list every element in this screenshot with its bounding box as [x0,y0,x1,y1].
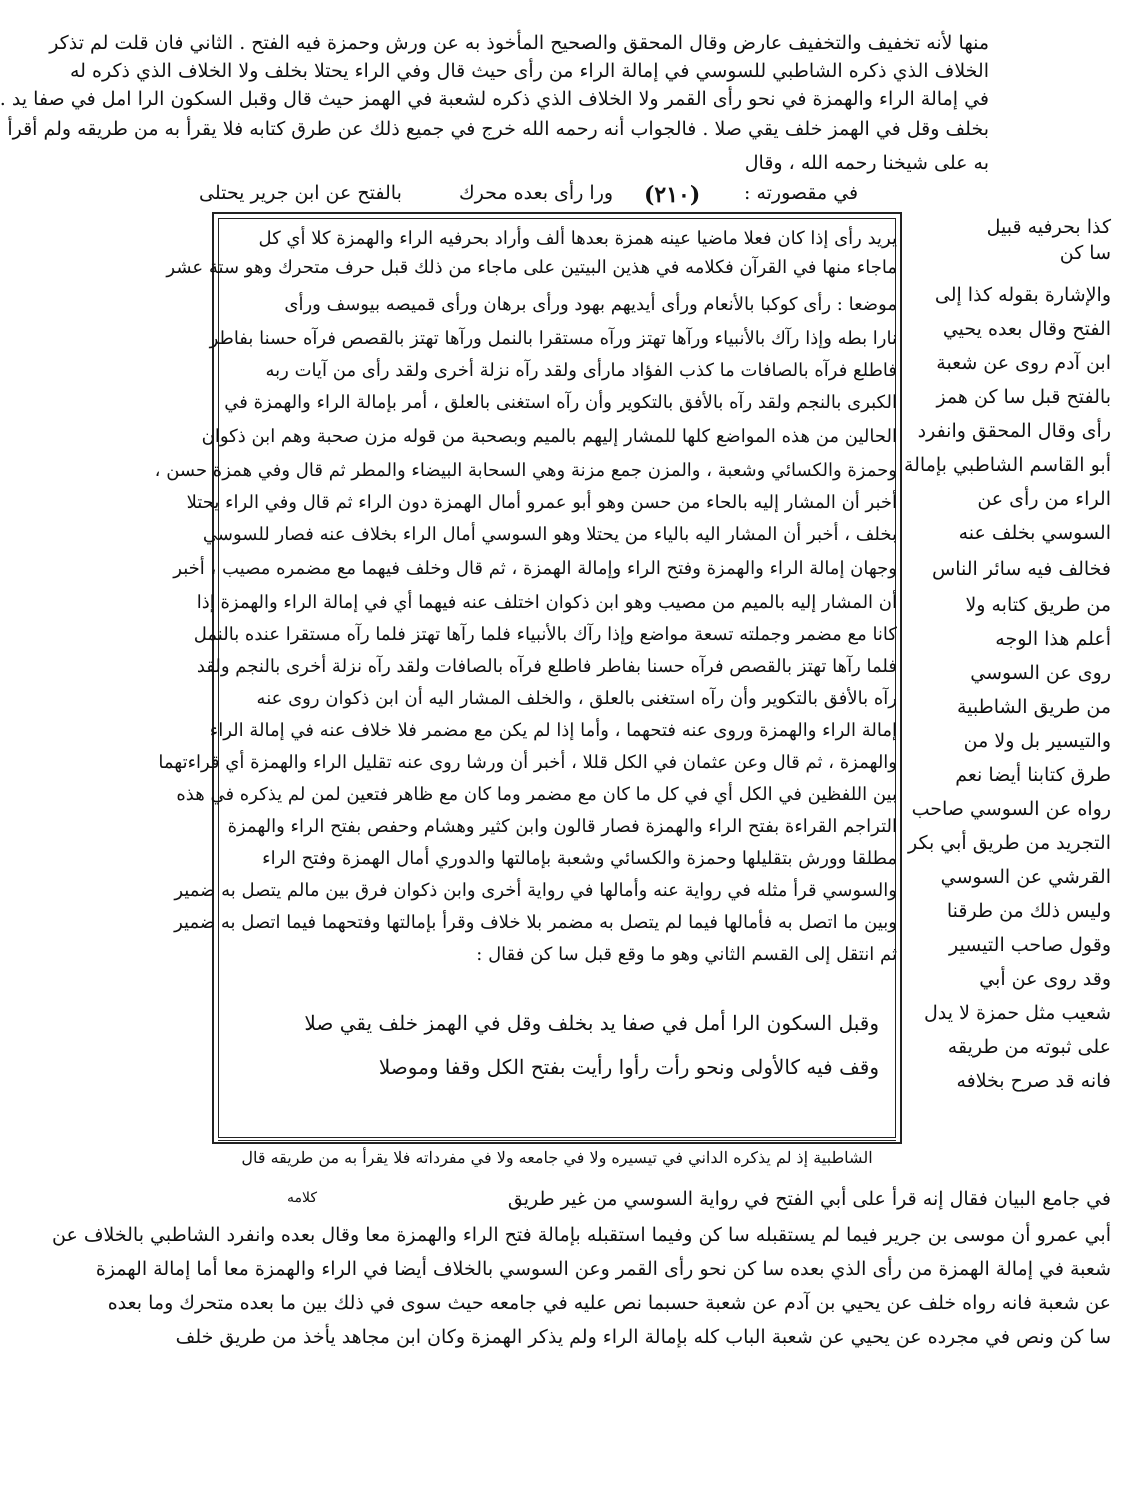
header-right-text: في مقصورته : [744,182,859,204]
frame-footer: الشاطبية إذ لم يذكره الداني في تيسيره ولا في جامعه ولا في مفرداته فلا يقرأ به من طريقه قال [218,1140,896,1175]
verse-line-2: وقف فيه كالأولى ونحو رأت رأوا رأيت بفتح الكل وقفا وموصلا [378,1055,879,1079]
side-line-9: الراء من رأى عن [977,488,1111,510]
header-row [199,182,989,208]
side-line-13: أعلم هذا الوجه [995,628,1111,650]
box-line-5: فاطلع فرآه بالصافات ما كذب الفؤاد مارأى ولقد رآه نزلة أخرى ولقد رأى من آيات ربه [265,360,897,381]
box-line-2: ماجاء منها في القرآن فكلامه في هذين البيتين على ماجاء من ذلك قبل حرف متحرك وهو ستة عشر [166,257,897,278]
marginal-note: كلامه [287,1190,318,1206]
box-line-10: بخلف ، أخبر أن المشار اليه بالياء من يحتلا وهو السوسي أمال الراء بخلاف عنه فصار للسوسي [202,524,897,545]
verse-line-1: وقبل السكون الرا أمل في صفا يد بخلف وقل في الهمز خلف يقي صلا [304,1011,879,1035]
side-line-2: سا كن [1059,242,1111,264]
side-line-7: رأى وقال المحقق وانفرد [917,420,1111,442]
top-line-1: منها لأنه تخفيف والتخفيف عارض وقال المحقق والصحيح المأخوذ به عن ورش وحمزة فيه الفتح . الثاني فان قلت لم تذكر [49,32,989,54]
box-line-23: ثم انتقل إلى القسم الثاني وهو ما وقع قبل سا كن فقال : [476,944,897,965]
box-line-22: وبين ما اتصل به فأمالها فيما لم يتصل به مضمر بلا خلاف وقرأ بإمالتها وفتحهما فيما اتصل به ضمير [174,912,897,933]
side-line-8: أبو القاسم الشاطبي بإمالة [903,454,1111,476]
bottom-line-5: سا كن ونص في مجرده عن يحيي عن شعبة الباب كله بإمالة الراء ولم يذكر الهمزة وكان ابن مجاهد يأخذ من طريق خلف [175,1326,1111,1348]
side-line-4: الفتح وقال بعده يحيي [942,318,1111,340]
side-line-14: روى عن السوسي [970,662,1111,684]
box-line-21: والسوسي قرأ مثله في رواية عنه وأمالها في رواية أخرى وابن ذكوان فرق بين مالم يتصل به ضمير [174,880,897,901]
box-line-11: وجهان إمالة الراء والهمزة وفتح الراء وإمالة الهمزة ، ثم قال وخلف فيهما مع مضمره مصيب ، أخبر [173,558,897,579]
side-line-1: كذا بحرفيه قبيل [986,216,1111,238]
box-line-20: مطلقا وورش بتقليلها وحمزة والكسائي وشعبة بإمالتها والدوري أمال الهمزة وفتح الراء [262,848,897,869]
box-line-13: كانا مع مضمر وجملته تسعة مواضع وإذا رآك بالأنبياء فلما رآها تهتز فلما رآه مستقرا عنده بالنمل [193,624,897,645]
box-line-6: الكبرى بالنجم ولقد رآه بالأفق بالتكوير وأن رآه استغنى بالعلق ، أمر بإمالة الراء والهمزة في [224,392,897,413]
side-line-23: وقد روى عن أبي [979,968,1111,990]
side-line-22: وقول صاحب التيسير [949,934,1111,956]
side-line-15: من طريق الشاطبية [956,696,1111,718]
box-line-9: أخبر أن المشار إليه بالحاء من حسن وهو أبو عمرو أمال الهمزة دون الراء ثم قال وفي الراء يحتلا [186,492,897,513]
header-middle-text: ورا رأى بعده محرك [459,182,614,204]
box-line-1: يريد رأى إذا كان فعلا ماضيا عينه همزة بعدها ألف وأراد بحرفيه الراء والهمزة كلا أي كل [258,228,897,249]
box-line-16: إمالة الراء والهمزة وروى عنه فتحهما ، وأما إذا لم يكن مع مضمر فلا خلاف عنه في إمالة الراء [209,720,897,741]
side-line-26: فانه قد صرح بخلافه [956,1070,1111,1092]
side-line-20: القرشي عن السوسي [940,866,1111,888]
box-line-4: نارا بطه وإذا رآك بالأنبياء ورآها تهتز ورآه مستقرا بالنمل ورآها تهتز بالقصص فرآه حسنا بفاطر [209,328,897,349]
side-line-3: والإشارة بقوله كذا إلى [934,284,1111,306]
box-line-15: رآه بالأفق بالتكوير وأن رآه استغنى بالعلق ، والخلف المشار اليه أن ابن ذكوان روى عنه [256,688,897,709]
side-line-18: رواه عن السوسي صاحب [911,798,1111,820]
side-line-16: والتيسير بل ولا من [963,730,1111,752]
side-line-25: على ثبوته من طريقه [947,1036,1111,1058]
top-line-3: في إمالة الراء والهمزة في نحو رأى القمر ولا الخلاف الذي ذكره لشعبة في الهمز حيث قال وقبل السكون الرا امل في صفا يد . [0,88,989,110]
side-line-21: وليس ذلك من طرقنا [946,900,1111,922]
bottom-line-4: عن شعبة فانه رواه خلف عن يحيي بن آدم عن شعبة حسبما نص عليه في جامعه حيث سوى في ذلك بين ما بعده متحرك وما بعده [107,1292,1111,1314]
header-left-text: بالفتح عن ابن جرير يحتلى [199,182,402,204]
box-line-7: الحالين من هذه المواضع كلها للمشار إليهم بالميم وبصحبة من قوله مزن صحبة وهم ابن ذكوان [201,426,897,447]
box-line-17: والهمزة ، ثم قال وعن عثمان في الكل قللا ، أخبر أن ورشا روى عنه تقليل الراء والهمزة أي قراءتهما [158,752,897,773]
side-line-6: بالفتح قبل سا كن همز [936,386,1111,408]
bottom-line-3: شعبة في إمالة الهمزة من رأى الذي بعده سا كن نحو رأى القمر وعن السوسي بالخلاف أيضا في الراء والهمزة معا أما إمالة الهمزة [95,1258,1111,1280]
side-line-11: فخالف فيه سائر الناس [932,558,1111,580]
top-line-4: بخلف وقل في الهمز خلف يقي صلا . فالجواب أنه رحمه الله خرج في جميع ذلك عن طرق كتابه فلا يقرأ به من طريقه ولم أقرأ [7,118,989,140]
bottom-line-1: في جامع البيان فقال إنه قرأ على أبي الفتح في رواية السوسي من غير طريق [507,1188,1111,1210]
box-line-8: وحمزة والكسائي وشعبة ، والمزن جمع مزنة وهي السحابة البيضاء والمطر ثم قال وفي همزة حسن ، [154,460,897,481]
box-line-19: التراجم القراءة بفتح الراء والهمزة فصار قالون وابن كثير وهشام وحفص بفتح الراء والهمزة [227,816,897,837]
side-line-19: التجريد من طريق أبي بكر [907,832,1111,854]
side-line-17: طرق كتابنا أيضا نعم [955,764,1111,786]
side-line-24: شعيب مثل حمزة لا يدل [923,1002,1111,1024]
side-line-12: من طريق كتابه ولا [965,594,1111,616]
side-line-5: ابن آدم روى عن شعبة [936,352,1111,374]
top-line-2: الخلاف الذي ذكره الشاطبي للسوسي في إمالة الراء من رأى حيث قال وفي الراء يحتلا بخلف ولا الخلاف الذي ذكره له [70,60,989,82]
box-line-18: بين اللفظين في الكل أي في كل ما كان مع مضمر وما كان مع ظاهر فتعين لمن لم يذكره في هذه [176,784,897,805]
box-line-12: أن المشار إليه بالميم من مصيب وهو ابن ذكوان اختلف عنه فيهما أي في إمالة الراء والهمزة إذا [196,592,897,613]
box-line-3: موضعا : رأى كوكبا بالأنعام ورأى أيديهم بهود ورأى برهان ورأى قميصه بيوسف ورأى [284,294,897,315]
box-line-14: فلما رآها تهتز بالقصص فرآه حسنا بفاطر فاطلع فرآه بالصافات ولقد رآه نزلة أخرى بالنجم ولقد [196,656,897,677]
bottom-line-2: أبي عمرو أن موسى بن جرير فيما لم يستقبله سا كن وفيما استقبله بإمالة فتح الراء والهمزة معا وقال بعده وانفرد الشاطبي بالخلاف عن [52,1224,1111,1246]
page-number: (٢١٠) [644,182,701,208]
side-line-10: السوسي بخلف عنه [958,522,1111,544]
top-line-5: به على شيخنا رحمه الله ، وقال [744,152,989,174]
